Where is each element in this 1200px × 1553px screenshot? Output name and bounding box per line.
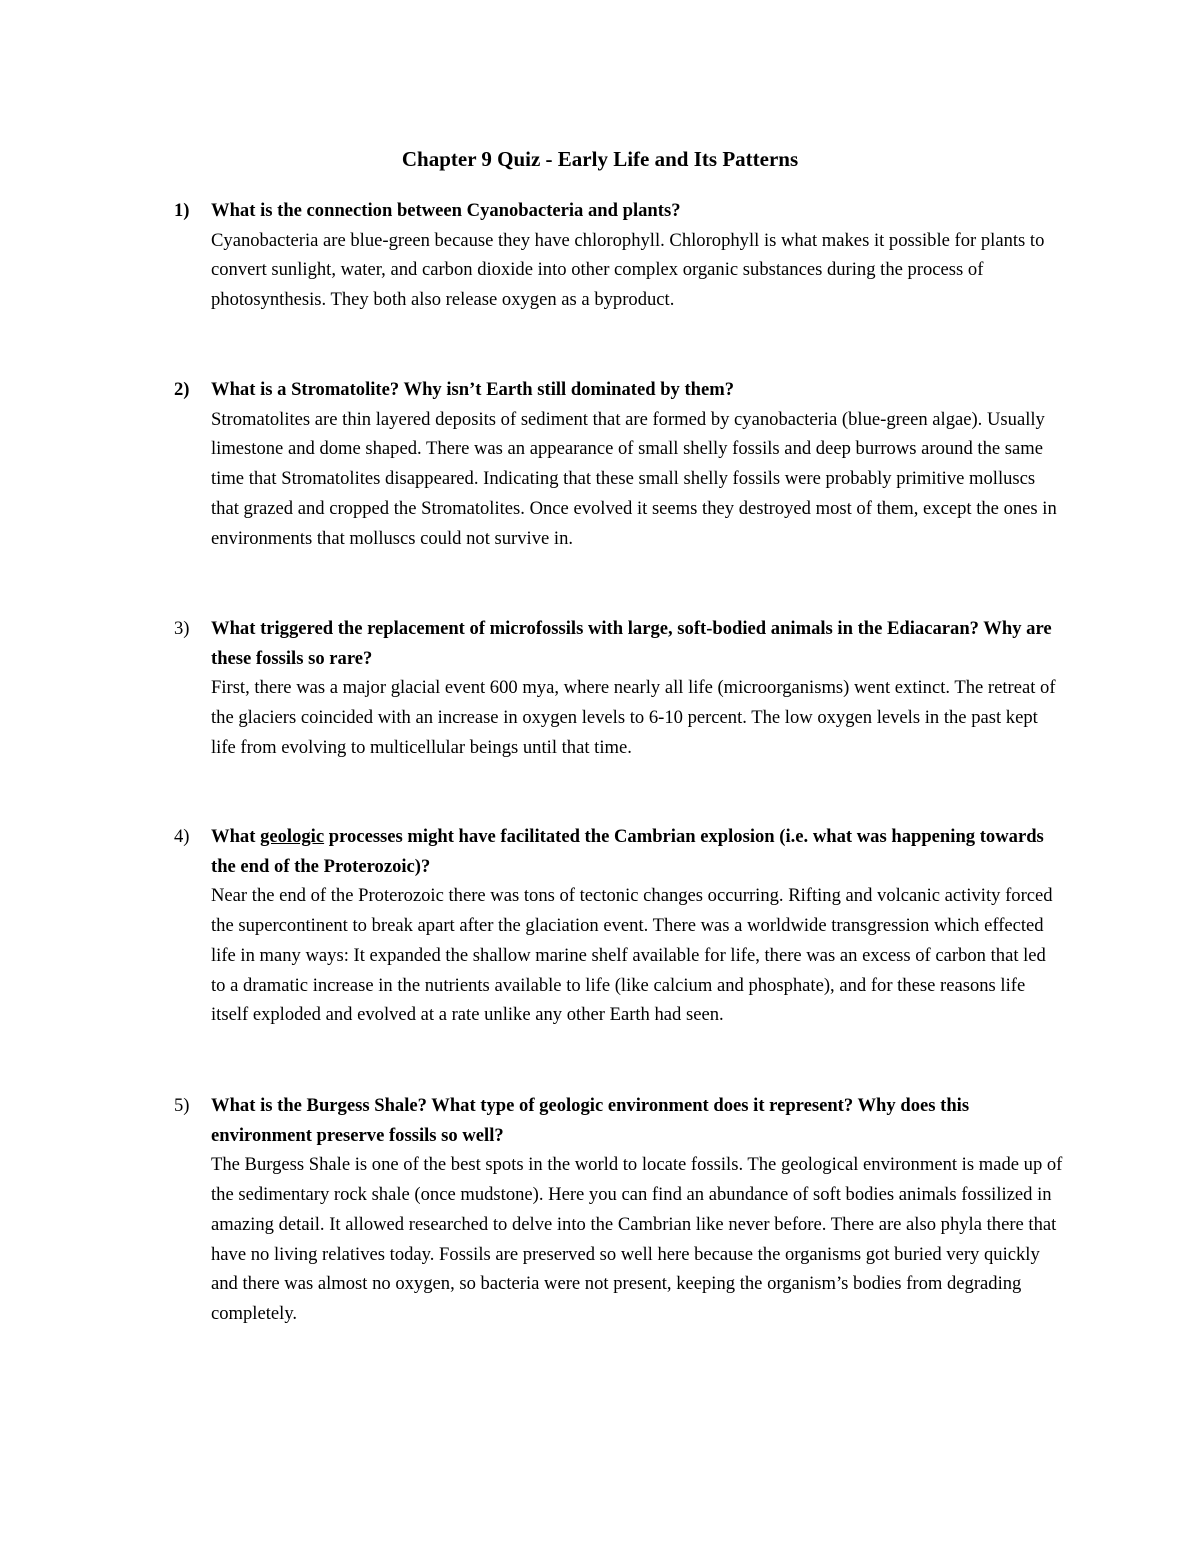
underlined-word: geologic — [260, 826, 325, 847]
question-number: 2) — [174, 379, 190, 400]
question-text: What triggered the replacement of microfossils with large, soft-bodied animals in the Ediacaran? Why are these fossils so rare? — [211, 618, 1052, 669]
question-text: What is the Burgess Shale? What type of geologic environment does it represent? Why does this environment preserve fossils so well? — [211, 1095, 970, 1146]
answer-text: Near the end of the Proterozoic there was tons of tectonic changes occurring. Rifting and volcanic activity forced the supercontinent to break apart after the glaciation event. There was a worldwide transgression which effected life in many ways: It expanded the shallow marine shelf available for life, there was an excess of carbon that led to a dramatic increase in the nutrients available to life (like calcium and phosphate), and for these reasons life itself exploded and evolved at a rate unlike any other Earth had seen. — [211, 885, 1053, 1026]
question-text — [211, 822, 1064, 881]
question-block-2 — [174, 375, 1064, 553]
question-text-end: processes might have facilitated the Cambrian explosion (i.e. what was happening towards the end of the Proterozoic)? — [211, 826, 1044, 877]
question-text-start: What — [211, 826, 261, 847]
question-block-3 — [174, 614, 1064, 763]
question-block-1 — [174, 196, 1064, 315]
question-text: What is a Stromatolite? Why isn’t Earth still dominated by them? — [211, 379, 735, 400]
question-text: What is the connection between Cyanobacteria and plants? — [211, 200, 681, 221]
question-number: 1) — [174, 200, 190, 221]
question-block-5 — [174, 1091, 1064, 1329]
question-block-4 — [174, 822, 1064, 1030]
question-number: 5) — [174, 1095, 190, 1116]
answer-text: The Burgess Shale is one of the best spots in the world to locate fossils. The geological environment is made up of the sedimentary rock shale (once mudstone). Here you can find an abundance of soft bodies animals fossilized in amazing detail. It allowed researched to delve into the Cambrian like never before. There are also phyla there that have no living relatives today. Fossils are preserved so well here because the organisms got buried very quickly and there was almost no oxygen, so bacteria were not present, keeping the organism’s bodies from degrading completely. — [211, 1154, 1063, 1324]
answer-text: Cyanobacteria are blue-green because they have chlorophyll. Chlorophyll is what makes it possible for plants to convert sunlight, water, and carbon dioxide into other complex organic substances during the process of photosynthesis. They both also release oxygen as a byproduct. — [211, 229, 1045, 311]
question-number: 3) — [174, 618, 190, 639]
answer-text: Stromatolites are thin layered deposits of sediment that are formed by cyanobacteria (blue-green algae). Usually limestone and dome shaped. There was an appearance of small shelly fossils and deep burrows around the same time that Stromatolites disappeared. Indicating that these small shelly fossils were probably primitive molluscs that grazed and cropped the Stromatolites. Once evolved it seems they destroyed most of them, except the ones in environments that molluscs could not survive in. — [211, 408, 1057, 549]
question-number: 4) — [174, 826, 190, 847]
document-title: Chapter 9 Quiz - Early Life and Its Patterns — [401, 147, 799, 171]
answer-text: First, there was a major glacial event 600 mya, where nearly all life (microorganisms) went extinct. The retreat of the glaciers coincided with an increase in oxygen levels to 6-10 percent. The low oxygen levels in the past kept life from evolving to multicellular beings until that time. — [211, 677, 1056, 758]
